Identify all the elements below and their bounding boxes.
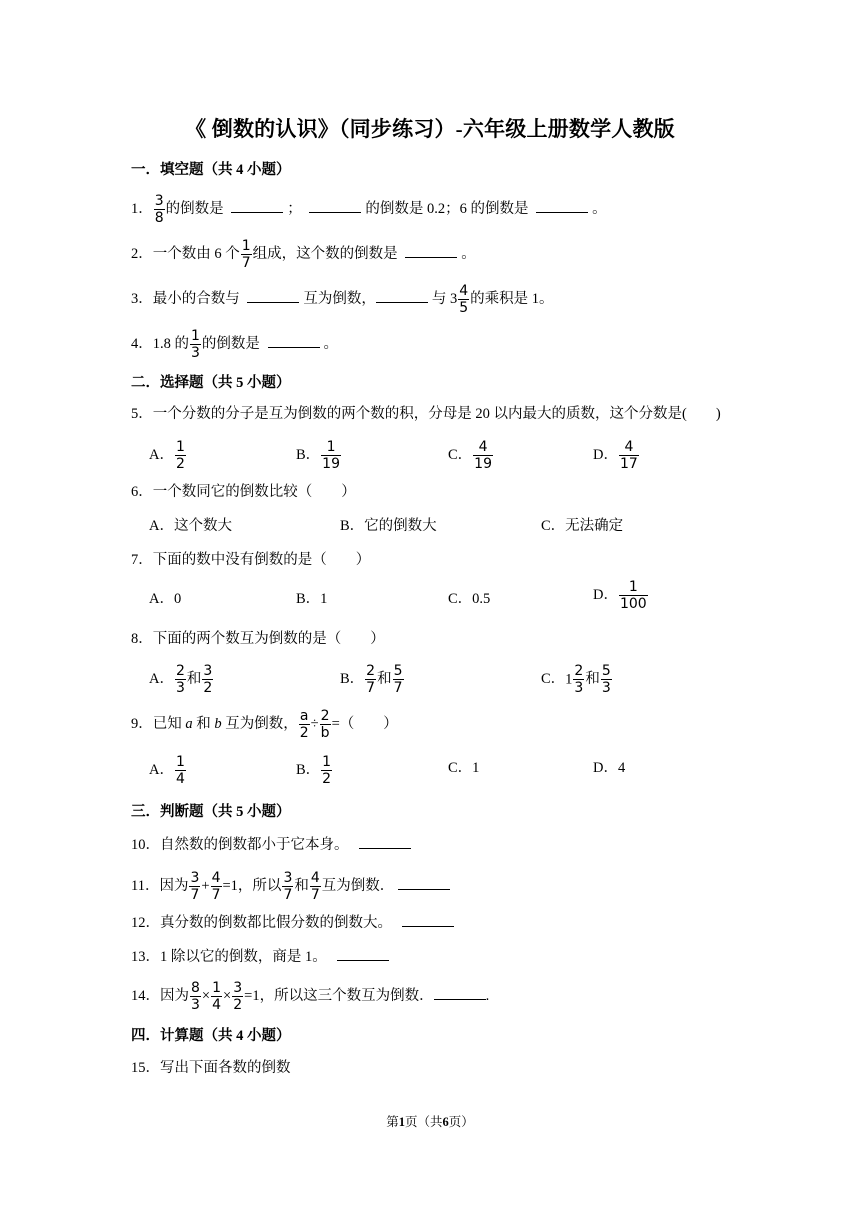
option-7b[interactable]: B．1 [296, 591, 328, 607]
question-7: 7．下面的数中没有倒数的是（ ） [131, 552, 371, 568]
option-9d[interactable]: D．4 [593, 760, 626, 776]
section-heading-multiple-choice: 二．选择题（共 5 小题） [131, 375, 291, 391]
option-7c[interactable]: C．0.5 [448, 591, 491, 607]
section-heading-calculation: 四．计算题（共 4 小题） [131, 1028, 291, 1044]
question-14: 14．因为 $\frac{8}{3}$ × $\frac{1}{4}$ × $\frac{3}{2}$ =1，所以这三个数互为倒数． . [131, 980, 490, 1013]
answer-blank[interactable] [337, 946, 389, 961]
option-5c[interactable]: C． $\frac{4}{19}$ [448, 439, 492, 472]
option-8b[interactable]: B． $\frac{2}{7}$ 和 $\frac{5}{7}$ [340, 663, 403, 696]
question-12: 12．真分数的倒数都比假分数的倒数大。 [131, 912, 458, 933]
option-7d[interactable]: D． $\frac{1}{100}$ [593, 579, 647, 612]
option-8a[interactable]: A． $\frac{2}{3}$ 和 $\frac{3}{2}$ [149, 663, 213, 696]
option-5a[interactable]: A． $\frac{1}{2}$ [149, 439, 185, 472]
answer-blank[interactable] [231, 198, 283, 213]
question-15: 15．写出下面各数的倒数 [131, 1060, 291, 1076]
answer-blank[interactable] [434, 985, 486, 1000]
fraction: $\frac{4}{5}$ [459, 283, 469, 316]
question-13: 13．1 除以它的倒数，商是 1。 [131, 946, 393, 967]
question-4: 4．1.8 的 $\frac{1}{3}$ 的倒数是 。 [131, 328, 339, 361]
question-5: 5．一个分数的分子是互为倒数的两个数的积，分母是 20 以内最大的质数，这个分数是( ) [131, 406, 721, 422]
answer-blank[interactable] [536, 198, 588, 213]
option-8c[interactable]: C．1 $\frac{2}{3}$ 和 $\frac{5}{3}$ [541, 663, 611, 696]
answer-blank[interactable] [402, 912, 454, 927]
section-heading-true-false: 三．判断题（共 5 小题） [131, 804, 291, 820]
option-6a[interactable]: A．这个数大 [149, 518, 232, 534]
answer-blank[interactable] [405, 243, 457, 258]
answer-blank[interactable] [247, 288, 299, 303]
answer-blank[interactable] [398, 875, 450, 890]
section-heading-fill-blank: 一．填空题（共 4 小题） [131, 162, 291, 178]
fraction: $\frac{1}{7}$ [241, 238, 251, 271]
question-8: 8．下面的两个数互为倒数的是（ ） [131, 631, 385, 647]
question-2: 2．一个数由 6 个 $\frac{1}{7}$ 组成，这个数的倒数是 。 [131, 238, 476, 271]
fraction: $\frac{1}{3}$ [191, 328, 200, 361]
answer-blank[interactable] [309, 198, 361, 213]
answer-blank[interactable] [359, 834, 411, 849]
option-9a[interactable]: A． $\frac{1}{4}$ [149, 754, 185, 787]
question-6: 6．一个数同它的倒数比较（ ） [131, 484, 356, 500]
question-11: 11．因为 $\frac{3}{7}$ + $\frac{4}{7}$ =1，所以 $\frac{3}{7}$ 和 $\frac{4}{7}$ 互为倒数． [131, 870, 454, 903]
question-9: 9．已知 a 和 b 互为倒数， $\frac{a}{2}$ ÷ $\frac{2}{b}$ =（ ） [131, 708, 398, 741]
page-title: 《 倒数的认识》（同步练习）-六年级上册数学人教版 [185, 117, 675, 141]
option-6c[interactable]: C．无法确定 [541, 518, 624, 534]
question-3: 3．最小的合数与 互为倒数， 与 3 $\frac{4}{5}$ 的乘积是 1。 [131, 283, 554, 316]
answer-blank[interactable] [376, 288, 428, 303]
question-10: 10．自然数的倒数都小于它本身。 [131, 834, 415, 855]
option-6b[interactable]: B．它的倒数大 [340, 518, 437, 534]
option-5b[interactable]: B． $\frac{1}{19}$ [296, 439, 340, 472]
page-footer: 第1页（共6页） [386, 1115, 474, 1129]
question-number: 1． [131, 200, 153, 217]
option-9c[interactable]: C．1 [448, 760, 480, 776]
option-7a[interactable]: A．0 [149, 591, 182, 607]
question-1: 1． $\frac{3}{8}$ 的倒数是 ； 的倒数是 0.2；6 的倒数是 。 [131, 193, 607, 226]
option-9b[interactable]: B． $\frac{1}{2}$ [296, 754, 332, 787]
option-5d[interactable]: D． $\frac{4}{17}$ [593, 439, 638, 472]
fraction: $\frac{3}{8}$ [154, 193, 164, 226]
answer-blank[interactable] [268, 333, 320, 348]
